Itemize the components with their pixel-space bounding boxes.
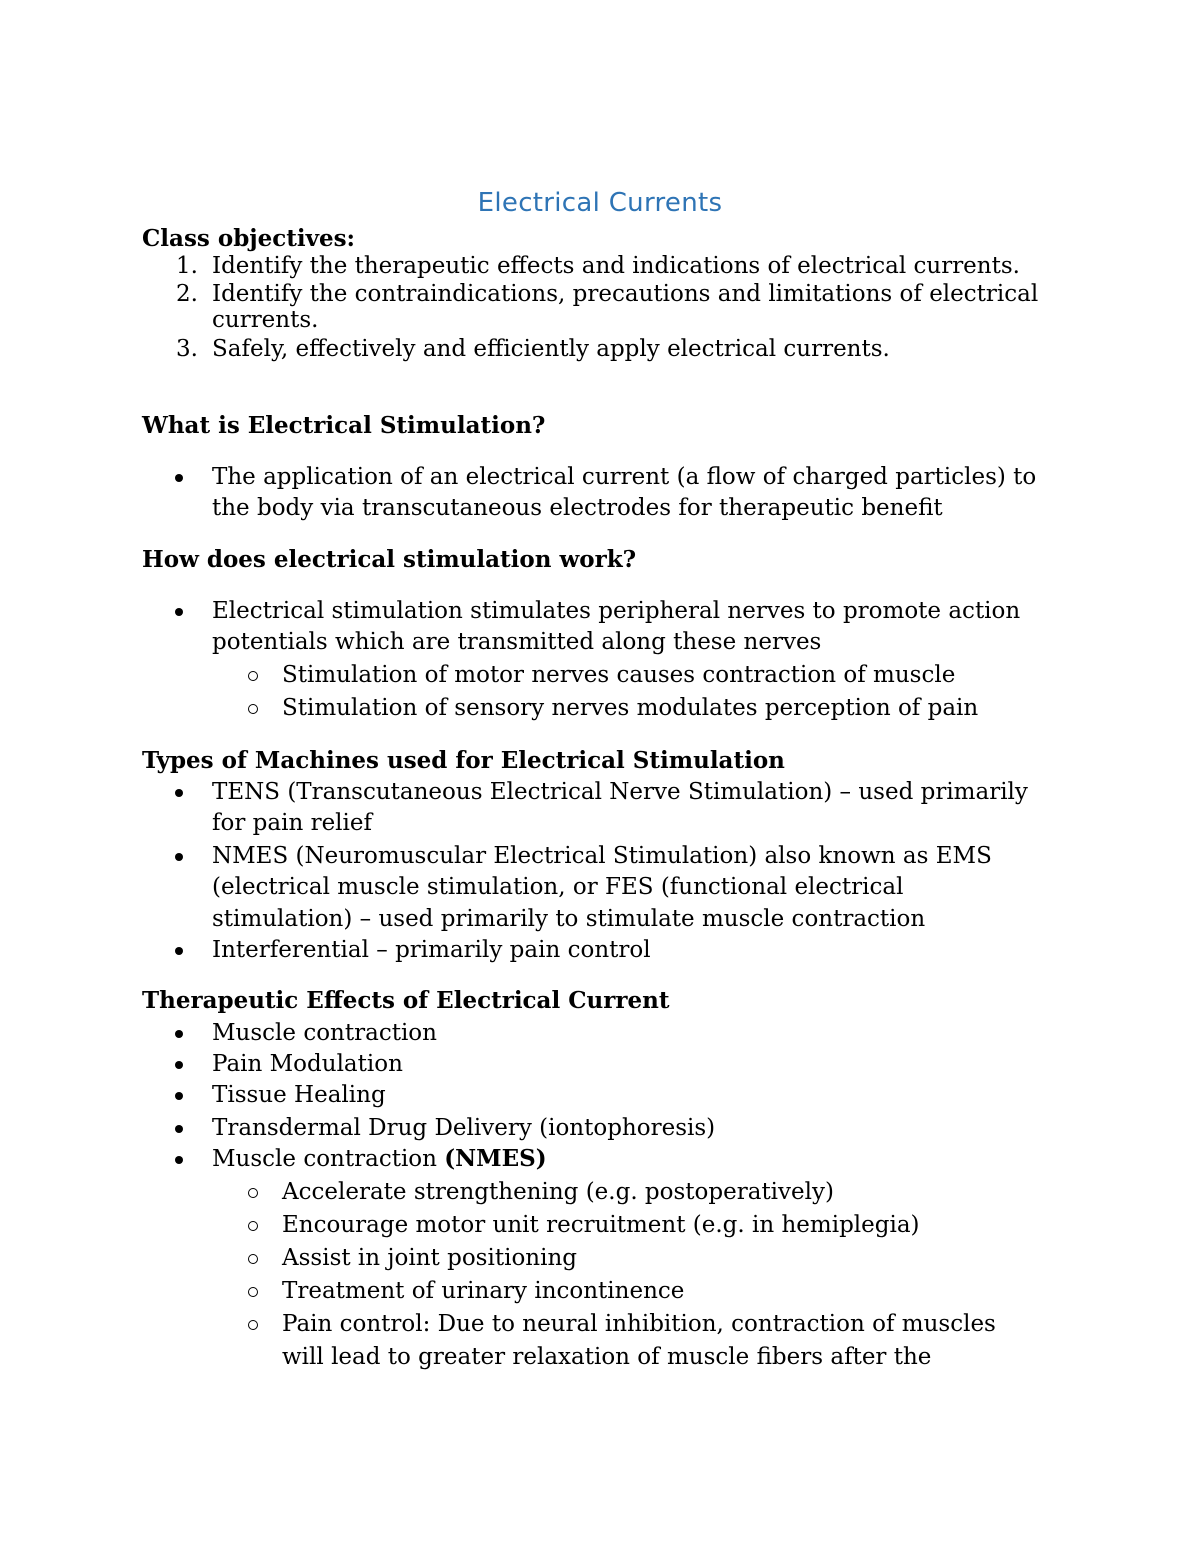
section-heading-how-works: How does electrical stimulation work? — [142, 546, 637, 573]
sub-bullet-line: Stimulation of motor nerves causes contraction of muscle — [282, 662, 956, 688]
bullet-icon — [175, 1125, 183, 1133]
bullet-line: NMES (Neuromuscular Electrical Stimulation) also known as EMS — [212, 843, 992, 869]
sub-bullet-line: Accelerate strengthening (e.g. postoperatively) — [282, 1179, 834, 1205]
sub-bullet-icon — [248, 1188, 258, 1198]
objective-line: currents. — [212, 307, 319, 333]
sub-bullet-icon — [248, 704, 258, 714]
objective-line: Identify the therapeutic effects and indications of electrical currents. — [212, 253, 1020, 279]
sub-bullet-line: Encourage motor unit recruitment (e.g. in hemiplegia) — [282, 1212, 920, 1238]
bullet-line: stimulation) – used primarily to stimulate muscle contraction — [212, 906, 926, 932]
objectives-heading: Class objectives: — [142, 225, 356, 252]
sub-bullet-line: Stimulation of sensory nerves modulates perception of pain — [282, 695, 979, 721]
objective-line: Safely, effectively and efficiently apply electrical currents. — [212, 336, 890, 362]
bullet-icon — [175, 608, 183, 616]
section-heading-what-is: What is Electrical Stimulation? — [142, 412, 546, 439]
document-title: Electrical Currents — [477, 188, 723, 218]
sub-bullet-icon — [248, 1221, 258, 1231]
section-heading-machines: Types of Machines used for Electrical Stimulation — [142, 747, 785, 774]
bullet-line — [212, 1144, 547, 1174]
bullet-icon — [175, 1092, 183, 1100]
bullet-line: TENS (Transcutaneous Electrical Nerve Stimulation) – used primarily — [212, 779, 1028, 805]
bullet-line: Transdermal Drug Delivery (iontophoresis) — [212, 1115, 716, 1141]
sub-bullet-icon — [248, 671, 258, 681]
bullet-line: Interferential – primarily pain control — [212, 937, 651, 963]
bullet-icon — [175, 853, 183, 861]
bullet-icon — [175, 789, 183, 797]
objective-number: 3. — [176, 336, 198, 362]
bullet-bold-text: (NMES) — [444, 1145, 547, 1172]
sub-bullet-line: Pain control: Due to neural inhibition, contraction of muscles — [282, 1311, 996, 1337]
bullet-line: for pain relief — [212, 810, 373, 836]
bullet-line: Tissue Healing — [212, 1082, 386, 1108]
bullet-icon — [175, 1061, 183, 1069]
sub-bullet-line: Assist in joint positioning — [282, 1245, 577, 1271]
objective-number: 2. — [176, 281, 198, 307]
bullet-icon — [175, 1030, 183, 1038]
section-heading-effects: Therapeutic Effects of Electrical Current — [142, 987, 670, 1014]
bullet-icon — [175, 947, 183, 955]
objective-line: Identify the contraindications, precautions and limitations of electrical — [212, 281, 1039, 307]
objective-number: 1. — [176, 253, 198, 279]
sub-bullet-line: will lead to greater relaxation of muscle fibers after the — [282, 1344, 932, 1370]
bullet-icon — [175, 474, 183, 482]
bullet-line: potentials which are transmitted along these nerves — [212, 629, 822, 655]
bullet-icon — [175, 1156, 183, 1164]
bullet-text: Muscle contraction — [212, 1146, 445, 1172]
sub-bullet-icon — [248, 1320, 258, 1330]
bullet-line: Muscle contraction — [212, 1020, 437, 1046]
bullet-line: The application of an electrical current (a flow of charged particles) to — [212, 464, 1037, 490]
sub-bullet-line: Treatment of urinary incontinence — [282, 1278, 685, 1304]
sub-bullet-icon — [248, 1254, 258, 1264]
bullet-line: Electrical stimulation stimulates peripheral nerves to promote action — [212, 598, 1021, 624]
bullet-line: (electrical muscle stimulation, or FES (functional electrical — [212, 874, 904, 900]
bullet-line: Pain Modulation — [212, 1051, 403, 1077]
sub-bullet-icon — [248, 1287, 258, 1297]
bullet-line: the body via transcutaneous electrodes for therapeutic benefit — [212, 495, 943, 521]
